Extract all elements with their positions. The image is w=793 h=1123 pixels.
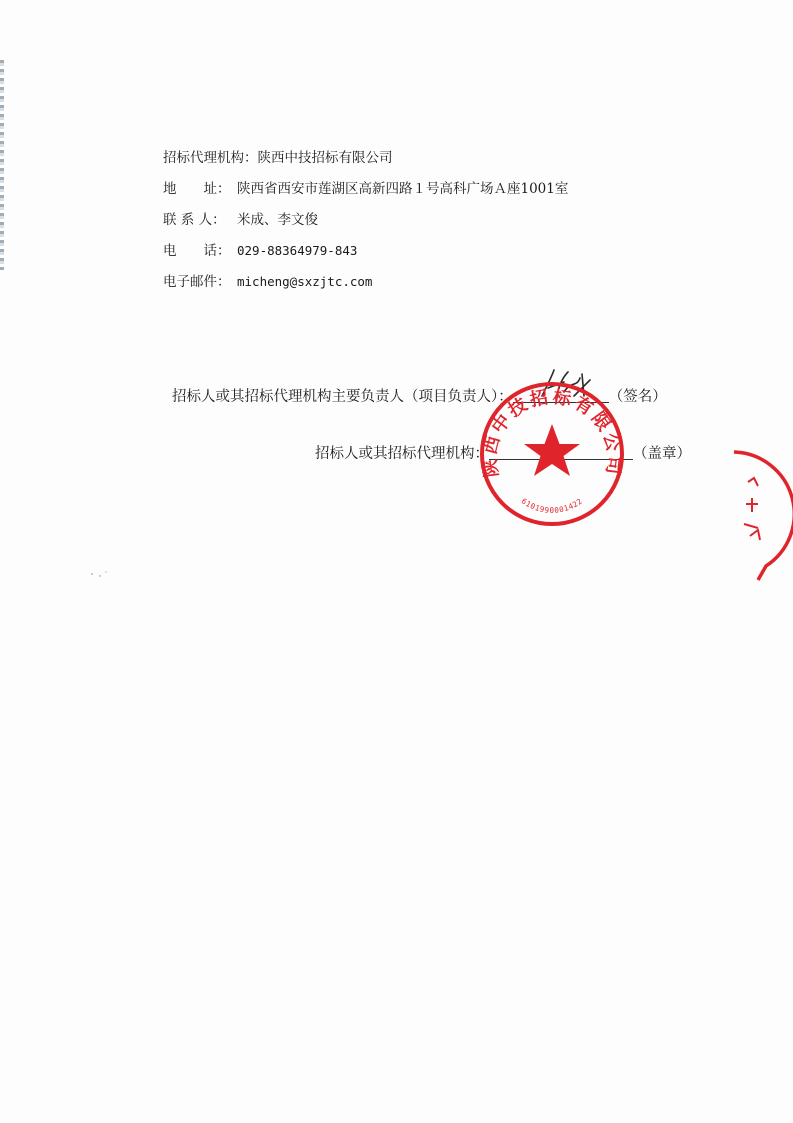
agency-row [163,148,568,179]
email-label: 电子邮件： [163,274,231,290]
address-row [163,179,568,210]
company-seal [476,378,628,530]
phone-value: 029-88364979-843 [237,243,358,258]
org-seal-suffix: （盖章） [633,446,691,462]
address-value: 陕西省西安市莲湖区高新四路１号高科广场Ａ座1001室 [237,181,569,197]
scan-edge-artifact [0,60,4,270]
contact-person-label: 联 系 人： [163,212,226,228]
agency-value: 陕西中技招标有限公司 [257,150,393,166]
contact-person-value: 米成、李文俊 [237,212,318,228]
phone-row [163,241,568,272]
seal-star-icon [524,424,580,476]
contact-info-block [163,148,568,303]
org-seal-prefix: 招标人或其招标代理机构： [315,446,489,462]
person-signature-prefix: 招标人或其招标代理机构主要负责人（项目负责人）： [172,389,513,405]
seal-code-text: 6101990001422 [519,496,585,515]
contact-person-row [163,210,568,241]
email-row [163,272,568,303]
partial-page-seal [704,446,793,586]
email-value: micheng@sxzjtc.com [237,274,373,289]
address-label: 地 址： [163,181,231,197]
agency-label: 招标代理机构： [163,150,258,166]
seal-arc-text: 陕西中技招标有限公司 [479,386,625,479]
scan-specks [88,560,118,590]
phone-label: 电 话： [163,243,231,259]
person-signature-suffix: （签名） [608,389,667,405]
